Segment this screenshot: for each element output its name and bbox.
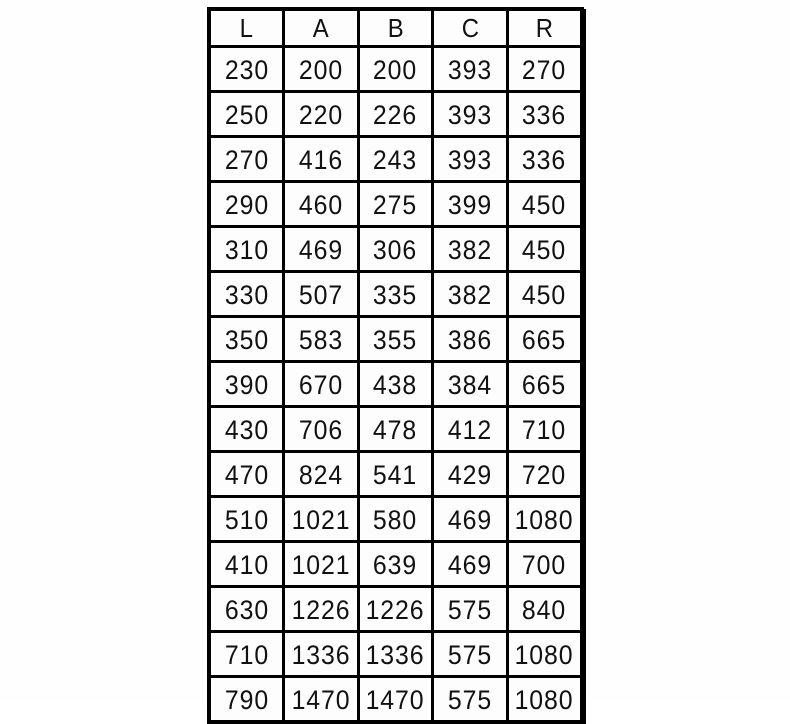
table-cell [209,227,284,272]
table-cell-value: 1336 [291,640,351,670]
table-cell [209,362,284,407]
table-cell [507,587,582,632]
column-header-label: B [387,13,404,43]
table-cell [507,542,582,587]
table-cell [433,362,508,407]
table-row [209,632,582,677]
table-row [209,272,582,317]
table-cell-value: 393 [447,100,493,130]
table-cell-value: 670 [298,370,343,400]
table-cell [284,587,359,632]
table-cell-value: 541 [373,460,418,490]
table-cell [433,182,508,227]
table-cell-value: 399 [447,190,493,220]
table-cell [284,182,359,227]
table-cell [358,227,433,272]
table-cell-value: 790 [224,685,269,715]
table-cell-value: 430 [224,415,269,445]
table-cell-value: 390 [224,370,269,400]
table-cell [358,452,433,497]
table-cell [507,182,582,227]
table-cell-value: 510 [224,505,269,535]
table-cell-value: 438 [373,370,418,400]
table-cell-value: 386 [447,325,493,355]
table-cell [507,677,582,723]
table-cell [358,317,433,362]
table-cell [507,92,582,137]
table-cell-value: 1336 [366,640,425,670]
table-row [209,587,582,632]
column-header-b [358,9,433,47]
table-cell-value: 710 [522,415,567,445]
table-cell-value: 1226 [366,595,425,625]
table-cell-value: 478 [373,415,418,445]
column-header-label: C [461,13,479,43]
table-row [209,137,582,182]
column-header-r [507,9,582,47]
table-cell [209,182,284,227]
table-cell [433,272,508,317]
table-cell [507,362,582,407]
table-cell [209,317,284,362]
table-cell [433,587,508,632]
table-cell [358,497,433,542]
table-cell [433,47,508,92]
table-cell [433,227,508,272]
table-cell-value: 575 [447,640,493,670]
table-row [209,47,582,92]
table-cell-value: 200 [373,55,418,85]
table-cell [358,47,433,92]
table-cell-value: 469 [298,235,343,265]
table-cell-value: 1080 [514,505,574,535]
table-row [209,227,582,272]
table-cell [358,92,433,137]
table-cell [433,407,508,452]
table-cell [209,497,284,542]
table-cell [358,407,433,452]
table-cell-value: 335 [373,280,418,310]
table-cell-value: 382 [447,280,493,310]
table-cell [507,47,582,92]
table-body [209,47,582,723]
column-header-a [284,9,359,47]
table-cell [507,452,582,497]
table-cell [433,317,508,362]
table-cell [433,542,508,587]
table-cell [433,137,508,182]
table-cell [284,452,359,497]
table-cell-value: 706 [298,415,343,445]
table-cell-value: 507 [298,280,343,310]
table-cell [358,677,433,723]
table-cell-value: 450 [522,190,567,220]
table-cell [209,407,284,452]
table-cell [433,632,508,677]
table-cell [284,92,359,137]
table-cell-value: 330 [224,280,269,310]
table-cell [433,452,508,497]
table-cell [209,137,284,182]
table-cell-value: 580 [373,505,418,535]
table-cell-value: 710 [224,640,269,670]
table-cell-value: 355 [373,325,418,355]
table-cell-value: 1080 [514,640,574,670]
table-cell [358,272,433,317]
table-cell-value: 384 [447,370,493,400]
table-cell-value: 230 [224,55,269,85]
table-cell-value: 1021 [291,550,351,580]
table-cell-value: 450 [522,235,567,265]
table-cell [284,272,359,317]
table-cell [433,677,508,723]
table-cell [284,542,359,587]
table-cell [358,632,433,677]
table-cell [284,677,359,723]
table-cell-value: 310 [224,235,269,265]
table-cell-value: 470 [224,460,269,490]
table-cell [209,272,284,317]
table-cell [284,407,359,452]
table-cell-value: 336 [522,145,567,175]
table-cell-value: 665 [522,370,567,400]
table-cell [284,632,359,677]
column-header-c [433,9,508,47]
table-row [209,362,582,407]
table-cell [284,227,359,272]
table-cell-value: 469 [447,550,493,580]
table-cell-value: 250 [224,100,269,130]
column-header-label: R [535,13,554,43]
table-cell-value: 575 [447,595,493,625]
table-cell [507,227,582,272]
table-cell [284,137,359,182]
table-cell [209,452,284,497]
column-header-label: L [239,13,254,43]
table-cell [209,542,284,587]
table-cell-value: 200 [298,55,343,85]
table-cell [209,587,284,632]
table-cell-value: 412 [447,415,493,445]
table-cell-value: 290 [224,190,269,220]
table-cell [507,407,582,452]
table-cell-value: 1470 [366,685,425,715]
table-cell [507,497,582,542]
table-cell-value: 840 [522,595,567,625]
table-cell-value: 350 [224,325,269,355]
table-cell-value: 575 [447,685,493,715]
table-cell [358,362,433,407]
table-cell-value: 416 [298,145,343,175]
table-cell [358,182,433,227]
table-cell-value: 270 [224,145,269,175]
table-row [209,452,582,497]
table-cell-value: 1226 [291,595,351,625]
table-cell-value: 306 [373,235,418,265]
header-row [209,9,582,47]
table-cell [209,632,284,677]
table-cell [209,47,284,92]
table-cell-value: 382 [447,235,493,265]
table-cell-value: 630 [224,595,269,625]
table-cell-value: 429 [447,460,493,490]
table-header [209,9,582,47]
table-row [209,677,582,723]
table-cell [358,542,433,587]
table-cell-value: 243 [373,145,418,175]
table-cell [507,317,582,362]
data-table [207,7,584,724]
table-cell [507,632,582,677]
table-row [209,542,582,587]
table-cell-value: 226 [373,100,418,130]
table-row [209,497,582,542]
table-cell-value: 336 [522,100,567,130]
table-cell [284,497,359,542]
table-cell [507,272,582,317]
table-cell [209,92,284,137]
table-cell-value: 1080 [514,685,574,715]
table-cell-value: 583 [298,325,343,355]
table-cell [284,47,359,92]
table-cell-value: 450 [522,280,567,310]
table-cell-value: 393 [447,55,493,85]
table-cell-value: 1021 [291,505,351,535]
table-cell-value: 665 [522,325,567,355]
table-cell-value: 824 [298,460,343,490]
table-cell-value: 275 [373,190,418,220]
table-cell [284,362,359,407]
table-cell [209,677,284,723]
table-cell [358,137,433,182]
table-cell-value: 469 [447,505,493,535]
table-row [209,407,582,452]
table-cell-value: 720 [522,460,567,490]
table-row [209,317,582,362]
table-row [209,92,582,137]
table-cell [433,92,508,137]
table-cell [507,137,582,182]
table-cell-value: 1470 [291,685,351,715]
table-cell [284,317,359,362]
table-cell [358,587,433,632]
table-cell-value: 393 [447,145,493,175]
table-cell-value: 270 [522,55,567,85]
table-cell-value: 700 [522,550,567,580]
table-cell [433,497,508,542]
table-cell-value: 639 [373,550,418,580]
column-header-l [209,9,284,47]
column-header-label: A [312,13,329,43]
table-cell-value: 410 [224,550,269,580]
table-container [207,7,584,724]
table-cell-value: 460 [298,190,343,220]
table-cell-value: 220 [298,100,343,130]
table-row [209,182,582,227]
